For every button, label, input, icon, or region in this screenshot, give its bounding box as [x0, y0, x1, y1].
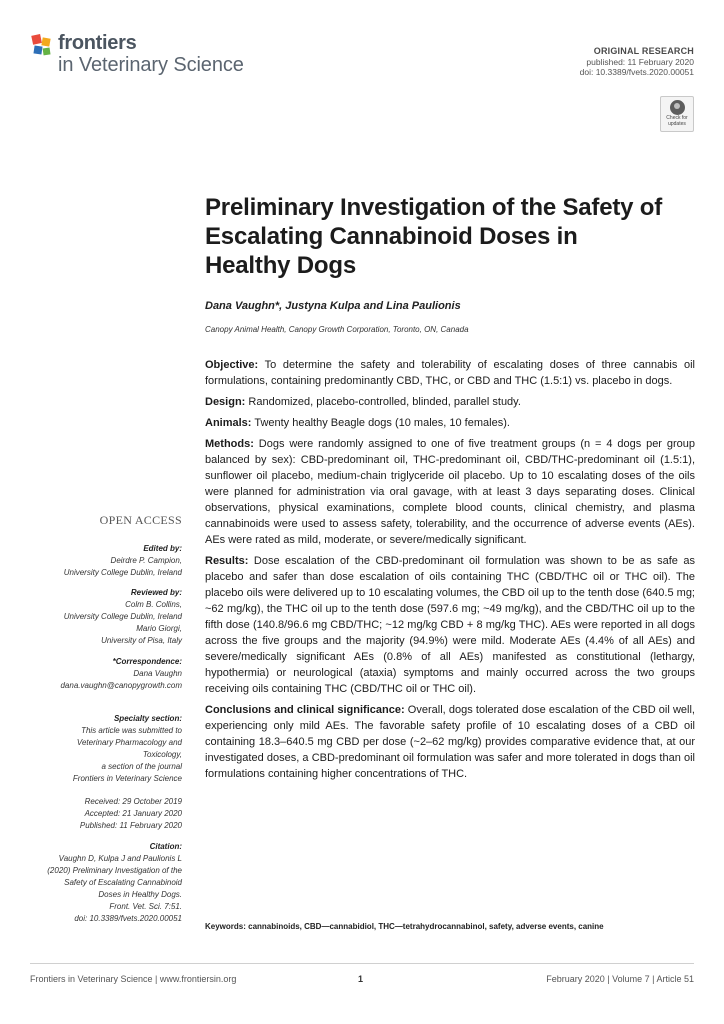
- design-text: Randomized, placebo-controlled, blinded, parallel study.: [248, 396, 521, 408]
- animals-text: Twenty healthy Beagle dogs (10 males, 10 females).: [254, 417, 510, 429]
- citation-line: Doses in Healthy Dogs.: [98, 890, 182, 899]
- citation-line: Vaughn D, Kulpa J and Paulionis L: [58, 854, 182, 863]
- abstract-design: [205, 394, 695, 410]
- correspondence-label: *Correspondence:: [112, 657, 182, 666]
- check-updates-label: Check for updates: [666, 115, 688, 127]
- published-date: published: 11 February 2020: [586, 56, 694, 67]
- objective-text: To determine the safety and tolerability of escalating doses of three cannabis oil formulations, containing predominantly CBD, THC, or CBD and THC (1.5:1) vs. placebo in dogs.: [205, 359, 696, 387]
- check-for-updates-button[interactable]: [660, 96, 694, 132]
- reviewer-affiliation: University College Dublin, Ireland: [63, 612, 182, 621]
- specialty-line: Toxicology,: [142, 750, 182, 759]
- frontiers-logo-icon: [30, 33, 56, 59]
- specialty-line: Veterinary Pharmacology and: [76, 738, 182, 747]
- citation-section: [20, 841, 182, 925]
- edited-by-section: [20, 543, 182, 579]
- correspondence-name: Dana Vaughn: [133, 669, 182, 678]
- journal-name: frontiers: [58, 32, 137, 54]
- specialty-line: This article was submitted to: [81, 726, 182, 735]
- published-date-side: Published: 11 February 2020: [79, 821, 182, 830]
- reviewer-name: Colm B. Collins,: [125, 600, 182, 609]
- footer-divider: [30, 963, 694, 964]
- footer-issue-info: February 2020 | Volume 7 | Article 51: [546, 974, 694, 984]
- editor-affiliation: University College Dublin, Ireland: [63, 568, 182, 577]
- abstract-conclusions: [205, 702, 695, 782]
- specialty-section: [20, 713, 182, 785]
- abstract-objective: [205, 357, 695, 389]
- article-title: Preliminary Investigation of the Safety of Escalating Cannabinoid Doses in Healthy Dogs: [205, 194, 663, 279]
- objective-label: Objective:: [205, 359, 259, 371]
- reviewer-name: Mario Giorgi,: [136, 624, 182, 633]
- open-access-label: OPEN ACCESS: [99, 513, 182, 527]
- specialty-label: Specialty section:: [113, 714, 182, 723]
- correspondence-email[interactable]: dana.vaughn@canopygrowth.com: [60, 681, 182, 690]
- methods-text: Dogs were randomly assigned to one of five treatment groups (n = 4 dogs per group balanced by sex): CBD-predominant oil, THC-predominant oil, CBD/THC-predominant oil (1.5:1), sunflower oil placebo, medium-chain triglyceride oil placebo. Up to 10 escalating doses of the oils were planned for administration via oral gavage, with at least 3 days separating doses. Clinical observations, physical examinations, complete blood counts, clinical chemistry, and plasma cannabinoids were used to assess safety, tolerability, and the occurrence of adverse events (AEs). AEs were rated as mild, moderate, or severe/medically significant.: [205, 438, 695, 546]
- citation-doi[interactable]: doi: 10.3389/fvets.2020.00051: [74, 914, 182, 923]
- accepted-date: Accepted: 21 January 2020: [84, 809, 182, 818]
- editor-name: Deirdre P. Campion,: [110, 556, 182, 565]
- conclusions-label: Conclusions and clinical significance:: [205, 704, 405, 716]
- received-date: Received: 29 October 2019: [84, 797, 182, 806]
- journal-logo[interactable]: [30, 32, 270, 82]
- article-meta: [580, 46, 694, 78]
- affiliation: Canopy Animal Health, Canopy Growth Corporation, Toronto, ON, Canada: [205, 325, 469, 334]
- abstract-animals: [205, 415, 695, 431]
- authors[interactable]: Dana Vaughn*, Justyna Kulpa and Lina Paulionis: [205, 300, 461, 312]
- methods-label: Methods:: [205, 438, 254, 450]
- citation-label: Citation:: [149, 842, 182, 851]
- citation-line: (2020) Preliminary Investigation of the: [47, 866, 182, 875]
- page-number: 1: [358, 974, 364, 984]
- journal-subtitle: in Veterinary Science: [58, 54, 244, 76]
- citation-line: Safety of Escalating Cannabinoid: [64, 878, 182, 887]
- reviewer-affiliation: University of Pisa, Italy: [101, 636, 182, 645]
- keywords: Keywords: cannabinoids, CBD—cannabidiol, THC—tetrahydrocannabinol, safety, adverse events, canine: [205, 922, 604, 931]
- footer-journal-link[interactable]: Frontiers in Veterinary Science | www.frontiersin.org: [30, 974, 237, 984]
- specialty-line: a section of the journal: [101, 762, 182, 771]
- article-doi[interactable]: doi: 10.3389/fvets.2020.00051: [579, 67, 694, 77]
- abstract: [205, 357, 695, 787]
- reviewed-by-label: Reviewed by:: [130, 588, 182, 597]
- check-updates-icon: [670, 100, 685, 115]
- reviewed-by-section: [20, 587, 182, 647]
- abstract-methods: [205, 436, 695, 548]
- animals-label: Animals:: [205, 417, 252, 429]
- edited-by-label: Edited by:: [143, 544, 182, 553]
- design-label: Design:: [205, 396, 246, 408]
- article-type: ORIGINAL RESEARCH: [593, 46, 694, 56]
- results-label: Results:: [205, 555, 249, 567]
- dates-section: [20, 796, 182, 832]
- conclusions-text: Overall, dogs tolerated dose escalation of the CBD oil well, experiencing only mild AEs. The favorable safety profile of 10 escalating doses of a CBD oil containing 18.3–640.5 mg CBD per dose (~2–62 mg/kg) provides comparative evidence that, at our investigated doses, a CBD-predominant oil formulation was safer and more tolerated in dogs than oil formulations containing higher concentrations of THC.: [205, 704, 695, 780]
- specialty-line: Frontiers in Veterinary Science: [72, 774, 182, 783]
- citation-line: Front. Vet. Sci. 7:51.: [109, 902, 182, 911]
- abstract-results: [205, 553, 695, 697]
- results-text: Dose escalation of the CBD-predominant oil formulation was shown to be as safe as placebo and safer than dose escalation of oils containing THC (CBD/THC oil or THC oil). The placebo oils were delivered up to 10 escalating volumes, the CBD oil up to the tenth dose (640.5 mg; ~62 mg/kg), the THC oil up to the tenth dose (597.6 mg; ~49 mg/kg), and the CBD/THC oil up to the fifth dose (140.8/96.6 mg CBD/THC; ~12 mg/kg CBD + 8 mg/kg THC). AEs were reported in all dogs across the five groups and the majority (94.9%) were mild. Moderate AEs (4.4% of all AEs) and severe/medically significant AEs (0.8% of all AEs) manifested as constitutional (lethargy, hypothermia) or neurological (ataxia) symptoms and mainly occurred across the two groups receiving oils containing THC (CBD/THC oil or THC oil).: [205, 555, 695, 695]
- correspondence-section: [20, 656, 182, 692]
